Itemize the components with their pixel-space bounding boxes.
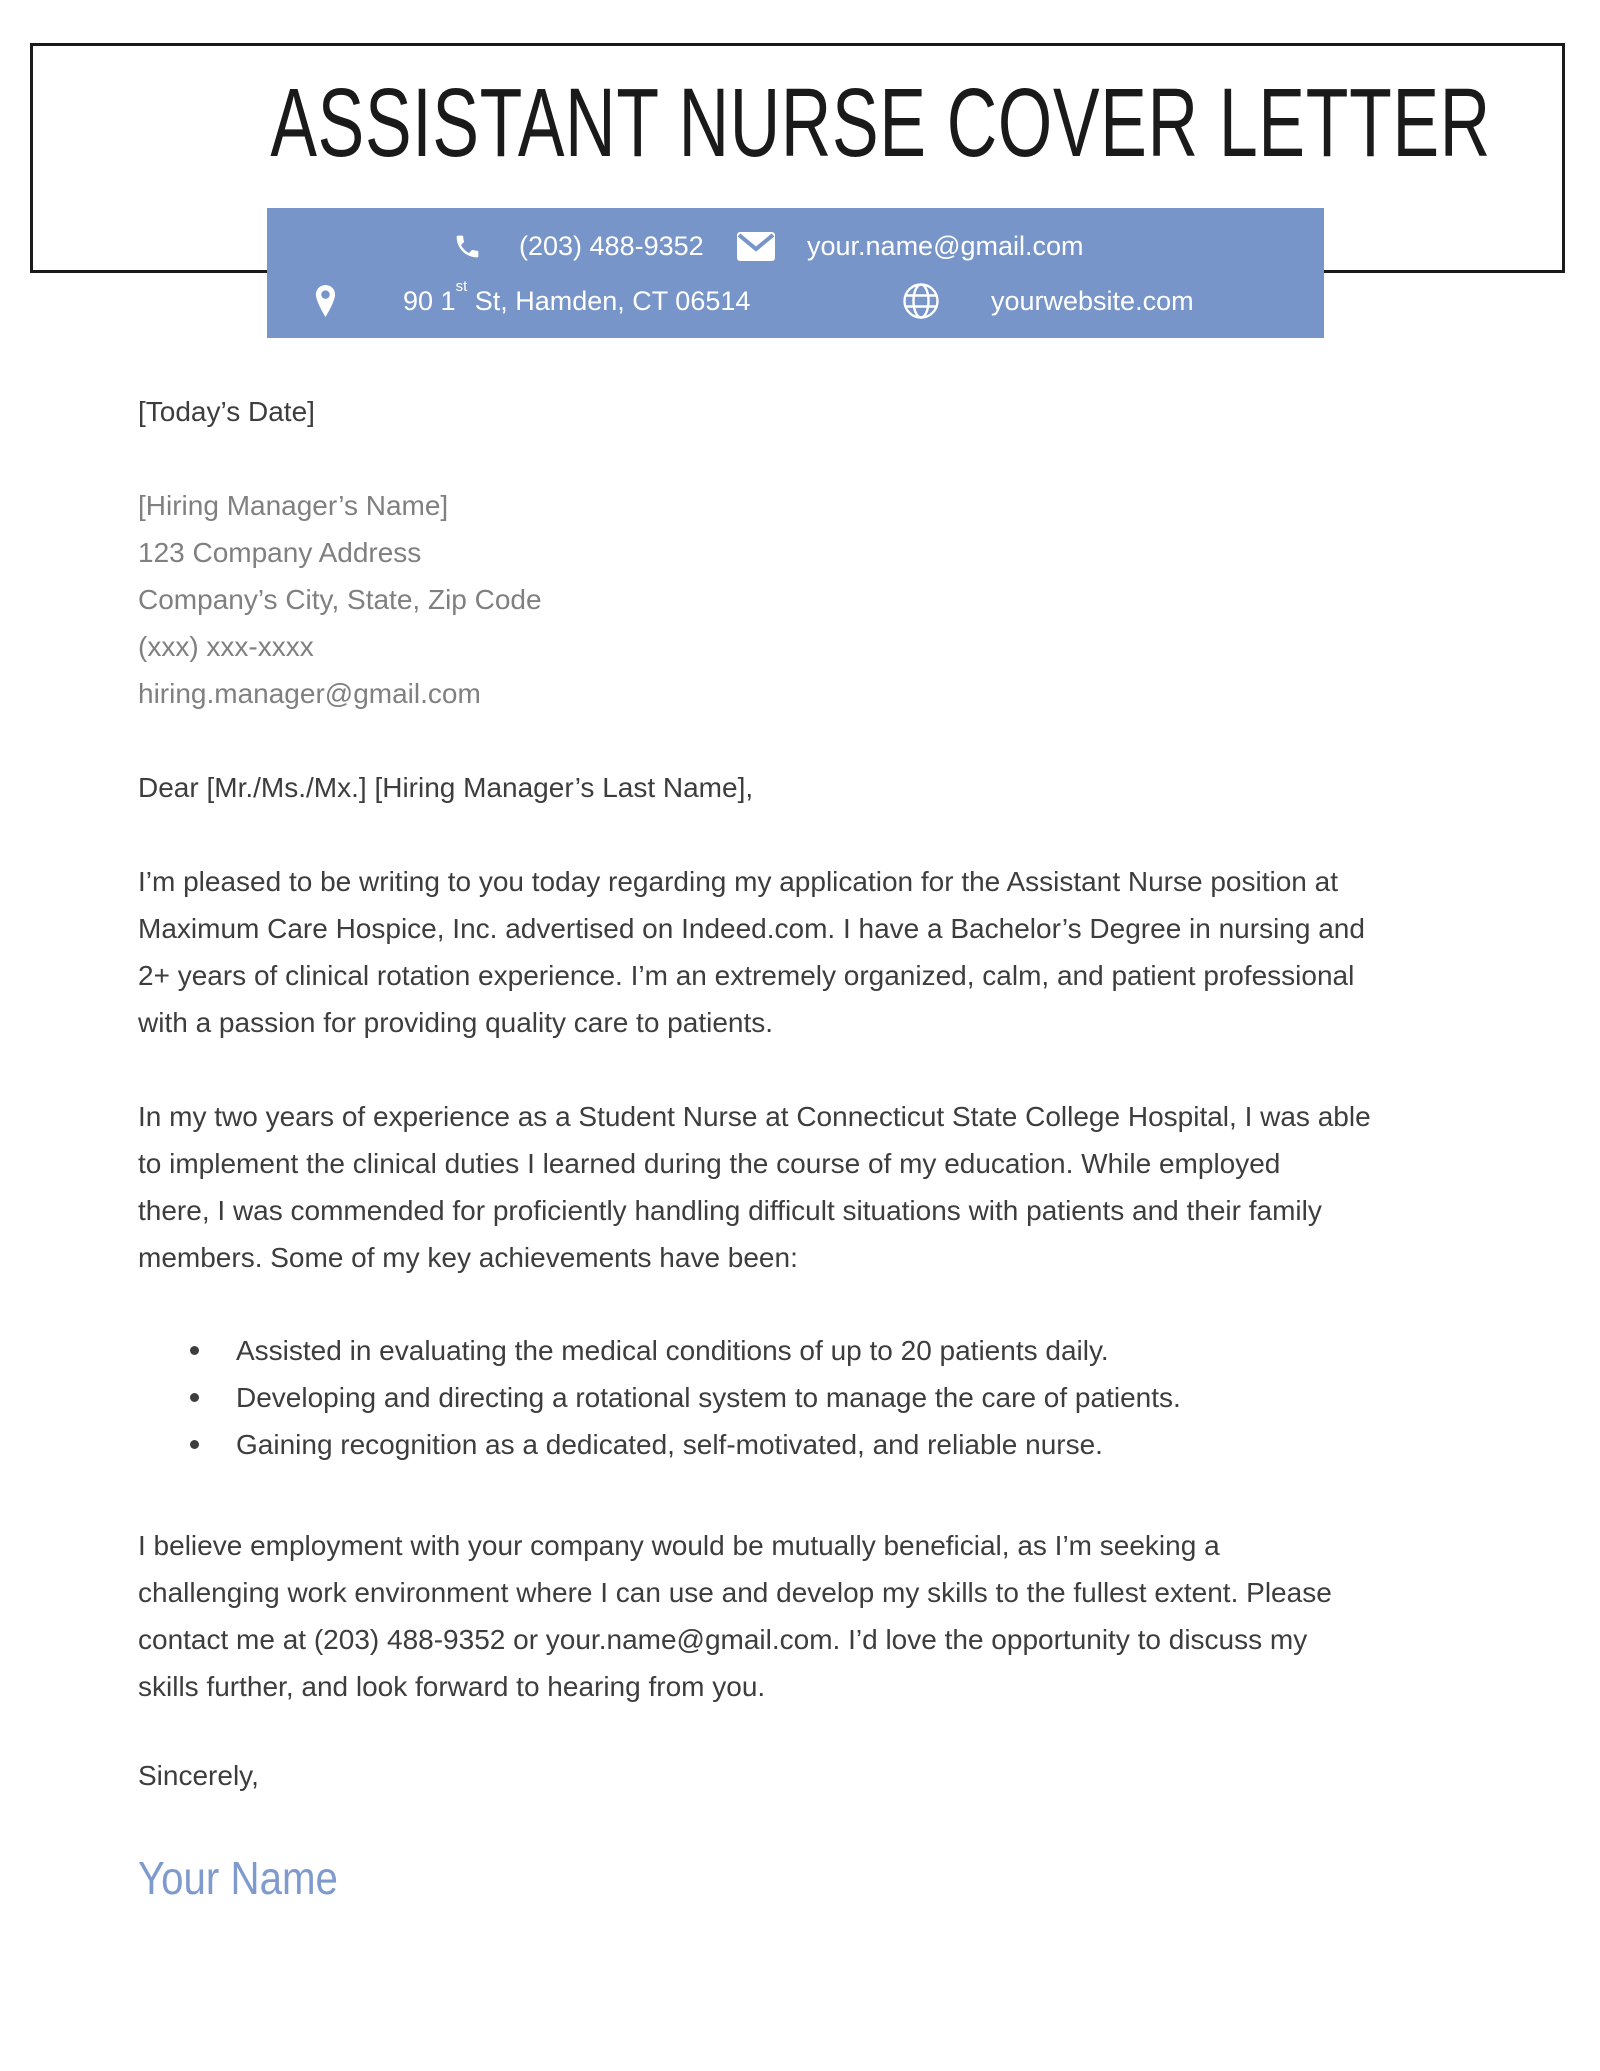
page-title-text: ASSISTANT NURSE COVER LETTER [270,68,1491,177]
contact-address-group [313,275,750,327]
signature-name [138,1847,1518,1909]
closing-paragraph-line: skills further, and look forward to hearing from you. [138,1671,766,1702]
address-ordinal: st [455,278,468,295]
bullet-item: Gaining recognition as a dedicated, self-motivated, and reliable nurse. [138,1421,1518,1468]
contact-bar [267,208,1324,338]
address-suffix: St, Hamden, CT 06514 [467,286,751,316]
location-pin-icon [313,284,338,318]
recipient-phone: (xxx) xxx-xxxx [138,631,314,662]
paragraph-2-line: to implement the clinical duties I learned during the course of my education. While employed [138,1148,1281,1179]
bullet-item: Developing and directing a rotational system to manage the care of patients. [138,1374,1518,1421]
recipient-block [138,482,1518,717]
salutation: Dear [Mr./Ms./Mx.] [Hiring Manager’s Last Name], [138,772,754,803]
contact-email-group [737,220,1084,272]
achievements-list [138,1327,1518,1468]
recipient-city: Company’s City, State, Zip Code [138,584,542,615]
contact-website-text: yourwebsite.com [991,286,1194,316]
closing-paragraph-line: contact me at (203) 488-9352 or your.name@gmail.com. I’d love the opportunity to discuss my [138,1624,1308,1655]
contact-email-text: your.name@gmail.com [807,231,1084,261]
paragraph-1-line: Maximum Care Hospice, Inc. advertised on Indeed.com. I have a Bachelor’s Degree in nursing and [138,913,1365,944]
paragraph-1-line: with a passion for providing quality care to patients. [138,1007,774,1038]
contact-website-group [901,275,1194,327]
paragraph-1-line: I’m pleased to be writing to you today regarding my application for the Assistant Nurse position at [138,866,1338,897]
recipient-name: [Hiring Manager’s Name] [138,490,449,521]
letter-body [138,388,1518,1909]
paragraph-2-line: there, I was commended for proficiently handling difficult situations with patients and their family [138,1195,1322,1226]
paragraph-1 [138,858,1518,1046]
recipient-email: hiring.manager@gmail.com [138,678,481,709]
signoff: Sincerely, [138,1760,259,1791]
closing-paragraph-line: I believe employment with your company would be mutually beneficial, as I’m seeking a [138,1530,1220,1561]
paragraph-2-line: In my two years of experience as a Student Nurse at Connecticut State College Hospital, I was able [138,1101,1371,1132]
phone-icon [453,232,482,261]
closing-paragraph [138,1522,1518,1710]
contact-address-text [403,275,750,327]
globe-icon [901,281,941,321]
paragraph-2-line: members. Some of my key achievements have been: [138,1242,798,1273]
contact-phone-group [453,220,704,272]
signature-name-text: Your Name [138,1852,338,1904]
page-title [33,68,1562,177]
bullet-item: Assisted in evaluating the medical conditions of up to 20 patients daily. [138,1327,1518,1374]
recipient-street: 123 Company Address [138,537,422,568]
contact-phone-text: (203) 488-9352 [519,231,704,261]
paragraph-1-line: 2+ years of clinical rotation experience. I’m an extremely organized, calm, and patient professional [138,960,1355,991]
date-line: [Today’s Date] [138,396,315,427]
paragraph-2 [138,1093,1518,1281]
address-prefix: 90 1 [403,286,456,316]
email-icon [737,232,775,261]
closing-paragraph-line: challenging work environment where I can use and develop my skills to the fullest extent. Please [138,1577,1332,1608]
